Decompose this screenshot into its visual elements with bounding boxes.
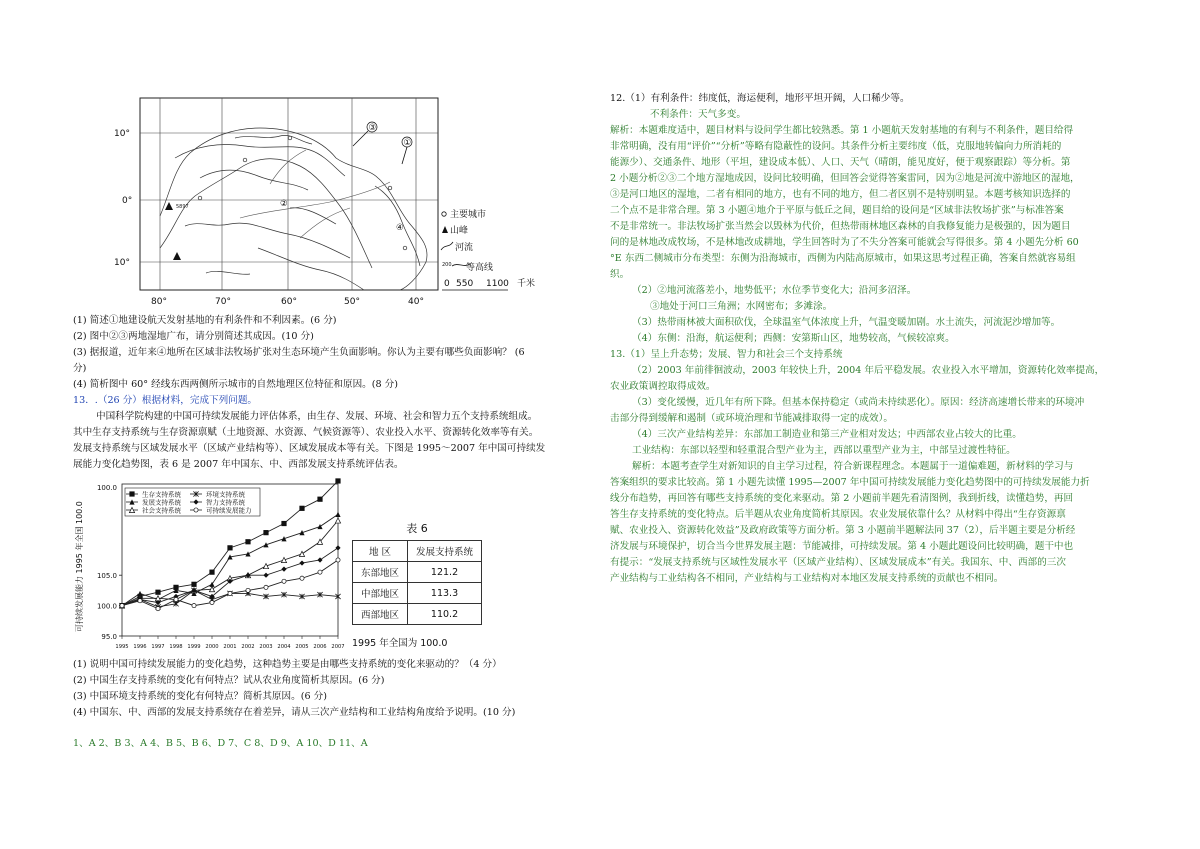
legend-label: 社会支持系统 — [142, 506, 181, 515]
q13-heading: 13．.（26 分）根据材料，完成下列问题。 — [73, 395, 258, 406]
table-row — [353, 562, 482, 583]
callout-4: ④ — [396, 223, 404, 233]
data-point — [228, 591, 232, 595]
a12-exp-2: 非常明确，没有用“评价”“分析”等略有隐蔽性的设问。其条件分析主要纬度（低，克服地转偏向力所消耗的 — [610, 141, 1062, 152]
x-tick-label: 1995 — [115, 644, 129, 650]
data-point — [246, 588, 250, 592]
a13-exp-8: 产业结构与工业结构各不相同，产业结构与工业结构对本地区发展支持系统的贡献也不相同。 — [610, 573, 1004, 584]
x-tick-label: 1997 — [151, 644, 165, 650]
q12-sub-2: (2) 图中②③两地湿地广布，请分别简述其成因。(10 分) — [73, 331, 314, 342]
q12-sub-3: (3) 据报道，近年来④地所在区域非法牧场扩张对生态环境产生负面影响。你认为主要有哪些负面影响？ (6 — [73, 347, 525, 358]
a12-4: （4）东侧：沿海，航运便利；西侧：安第斯山区，地势较高，气候较凉爽。 — [632, 333, 955, 344]
peak-label: 5897 — [176, 204, 189, 210]
data-point — [210, 600, 214, 604]
x-tick-label: 2005 — [295, 644, 309, 650]
svg-text:50°: 50° — [344, 297, 360, 307]
q13-sub-1: (1) 说明中国可持续发展能力的变化趋势，这种趋势主要是由哪些支持系统的变化来驱动的？（4 分） — [73, 659, 502, 670]
table-header-cell: 发展支持系统 — [408, 541, 482, 562]
svg-text:主要城市: 主要城市 — [450, 210, 487, 220]
data-point — [281, 557, 286, 562]
legend-marker — [129, 491, 134, 496]
table-6-grid — [352, 540, 482, 625]
answer-key-line: 1、A 2、B 3、A 4、B 5、B 6、D 7、C 8、D 9、A 10、D 11、A — [73, 738, 368, 749]
legend-label: 环境支持系统 — [206, 490, 245, 499]
x-tick-label: 2006 — [313, 644, 327, 650]
svg-text:10°: 10° — [114, 258, 130, 268]
data-point — [336, 558, 340, 562]
data-point — [120, 604, 124, 608]
data-point — [281, 536, 286, 541]
table-cell: 东部地区 — [353, 562, 408, 583]
a12-exp-1: 解析：本题难度适中，题目材料与设问学生都比较熟悉。第 1 小题航天发射基地的有利与不利条件，题目给得 — [610, 125, 1074, 136]
data-point — [318, 570, 322, 574]
svg-text:550: 550 — [456, 279, 474, 289]
a13-4: （4）三次产业结构差异：东部加工制造业和第三产业相对发达；中西部农业占较大的比重。 — [632, 429, 1022, 440]
svg-text:千米: 千米 — [517, 279, 536, 289]
city-icon — [442, 212, 446, 216]
callout-1: ① — [403, 138, 412, 148]
data-point — [263, 542, 268, 547]
a12-1-favorable: 12.（1）有利条件：纬度低，海运便利，地形平坦开阔，人口稀少等。 — [610, 93, 910, 104]
a13-4-cont: 工业结构：东部以轻型和轻重混合型产业为主，西部以重型产业为主，中部呈过渡性特征。 — [632, 445, 1016, 456]
table-6-note: 1995 年全国为 100.0 — [352, 638, 448, 649]
callout-3: ③ — [368, 123, 377, 133]
svg-text:80°: 80° — [151, 297, 167, 307]
a12-1-unfavorable: 不利条件：天气多变。 — [650, 109, 746, 120]
legend-label: 生存支持系统 — [142, 490, 181, 499]
a12-exp-10: 织。 — [610, 269, 630, 280]
data-point — [138, 599, 142, 603]
q13-sub-3: (3) 中国环境支持系统的变化有何特点？简析其原因。(6 分) — [73, 691, 327, 702]
a13-2-cont: 农业政策调控取得成效。 — [610, 381, 716, 392]
data-point — [281, 521, 286, 526]
a12-3: （3）热带雨林被大面积砍伐，全球温室气体浓度上升，气温变暖加剧。水土流失，河流泥沙增加等。 — [632, 317, 1061, 328]
data-point — [299, 560, 304, 565]
q13-sub-4: (4) 中国东、中、西部的发展支持系统存在着差异，请从三次产业结构和工业结构角度给予说明。(10 分) — [73, 707, 516, 718]
a12-exp-7: 不是非常统一。非法牧场扩张当然会以毁林为代价，但热带雨林地区森林的自我修复能力是极强的，因为题目 — [610, 221, 1071, 232]
table-6 — [352, 520, 482, 649]
legend-marker — [194, 508, 198, 512]
svg-text:1100: 1100 — [486, 279, 509, 289]
a13-exp-4: 答生存支持系统的变化特点。后半题从农业角度简析其原因。农业发展依靠什么？从材料中得出“生存资源禀 — [610, 509, 1066, 520]
svg-text:200: 200 — [442, 262, 452, 268]
data-point — [264, 585, 268, 589]
series-line — [122, 560, 338, 609]
x-tick-label: 2004 — [277, 644, 291, 650]
data-point — [263, 563, 268, 568]
a13-1: 13.（1）呈上升态势；发展、智力和社会三个支持系统 — [610, 349, 843, 360]
y-tick-label: 105.0 — [96, 572, 117, 581]
data-point — [317, 497, 322, 502]
data-point — [192, 604, 196, 608]
data-point — [299, 551, 304, 556]
q13-intro-3: 发展支持系统与区域发展水平（区域产业结构等）、区域发展成本等有关。下图是 1995～2007 年中国可持续发 — [73, 443, 546, 454]
svg-text:等高线: 等高线 — [466, 263, 494, 273]
a13-exp-6: 济发展与环境保护，切合当今世界发展主题：节能减排，可持续发展。第 4 小题此题设问比较明确，题干中也 — [610, 541, 1074, 552]
data-point — [174, 597, 178, 601]
svg-text:河流: 河流 — [455, 243, 474, 253]
x-tick-label: 2000 — [205, 644, 219, 650]
a12-exp-6: 二个点不是非常合理。第 3 小题④地介于平原与低丘之间，题目给的设问是“区域非法牧场扩张”与标准答案 — [610, 205, 1064, 216]
q13-sub-2: (2) 中国生存支持系统的变化有何特点？试从农业角度简析其原因。(6 分) — [73, 675, 385, 686]
data-point — [263, 573, 268, 578]
q13-intro-2: 其中生存支持系统与生存资源禀赋（土地资源、水资源、气候资源等）、农业投入水平、资源转化效率等有关。 — [73, 427, 539, 438]
svg-text:山峰: 山峰 — [450, 226, 469, 236]
table-cell: 西部地区 — [353, 604, 408, 625]
a13-exp-1: 解析：本题考查学生对新知识的自主学习过程，符合新课程理念。本题属于一道偏难题，新材料的学习与 — [632, 461, 1074, 472]
q13-intro-1: 中国科学院构建的中国可持续发展能力评估体系，由生存、发展、环境、社会和智力五个支持系统组成。 — [96, 411, 538, 422]
a12-exp-4: 2 小题分析②③二个地方湿地成因，设问比较明确，但回答会觉得答案雷同，因为②地是河流中游地区的湿地， — [610, 173, 1080, 184]
a12-2-cont: ③地处于河口三角洲；水网密布；多滩涂。 — [650, 301, 833, 312]
a12-exp-5: ③是河口地区的湿地，二者有相同的地方，也有不同的地方，但二者区别不是特别明显。本题考核知识选择的 — [610, 189, 1071, 200]
q12-sub-4: (4) 简析图中 60° 经线东西两侧所示城市的自然地理区位特征和原因。(8 分) — [73, 379, 399, 390]
a13-exp-5: 赋、农业投入、资源转化效益”及政府政策等方面分析。第 3 小题前半题解法同 37（2），后半题主要是分析经 — [610, 525, 1076, 536]
data-point — [227, 545, 232, 550]
table-cell: 121.2 — [408, 562, 482, 583]
a13-exp-2: 答案组织的要求比较高。第 1 小题先读懂 1995—2007 年中国可持续发展能力变化趋势图中的可持续发展能力折 — [610, 477, 1090, 488]
a12-exp-9: °E 东西二侧城市分布类型：东侧为沿海城市，西侧为内陆高原城市，如果这思考过程正确，答案自然就容易组 — [610, 253, 1076, 264]
a13-3: （3）变化缓慢，近几年有所下降。但基本保持稳定（或尚未持续恶化）。原因：经济高速增长带来的环境冲 — [632, 397, 1085, 408]
svg-text:60°: 60° — [281, 297, 297, 307]
x-tick-label: 2002 — [241, 644, 255, 650]
a13-3-cont: 击部分得到缓解和遏制（或环境治理和节能减排取得一定的成效）。 — [610, 413, 894, 424]
data-point — [317, 524, 322, 529]
callout-2: ② — [280, 199, 288, 209]
x-tick-label: 1996 — [133, 644, 147, 650]
y-top-label: 100.0 — [96, 484, 117, 492]
x-tick-label: 2003 — [259, 644, 273, 650]
a13-exp-7: 有提示：“发展支持系统与区域性发展水平（区域产业结构）、区域发展成本”有关。我国东、中、西部的三次 — [610, 557, 1066, 568]
table-header-cell: 地 区 — [353, 541, 408, 562]
data-point — [156, 607, 160, 611]
table-row — [353, 604, 482, 625]
data-point — [282, 579, 286, 583]
data-point — [335, 518, 340, 523]
q13-intro-4: 展能力变化趋势图，表 6 是 2007 年中国东、中、西部发展支持系统评估表。 — [73, 459, 404, 470]
a13-exp-3: 线分布趋势，再回答有哪些支持系统的变化来驱动。第 2 小题前半题先看清图例，我到折线，读懂趋势，再回 — [610, 493, 1074, 504]
a12-exp-8: 问的是林地改成牧场，不是林地改成耕地，学生回答时为了不失分答案可能就会写得很多。第 4 小题先分析 60 — [610, 237, 1079, 248]
data-point — [335, 478, 340, 483]
table-6-title: 表 6 — [406, 522, 428, 535]
y-tick-label: 100.0 — [96, 602, 117, 611]
data-point — [191, 582, 196, 587]
x-tick-label: 2007 — [331, 644, 345, 650]
q12-sub-1: (1) 简述①地建设航天发射基地的有利条件和不利因素。(6 分) — [73, 315, 337, 326]
svg-text:10°: 10° — [114, 129, 130, 139]
table-row — [353, 583, 482, 604]
table-cell: 中部地区 — [353, 583, 408, 604]
data-point — [155, 590, 160, 595]
data-point — [317, 557, 322, 562]
svg-text:70°: 70° — [215, 297, 231, 307]
data-point — [245, 539, 250, 544]
data-point — [299, 506, 304, 511]
map-legend — [441, 208, 535, 290]
south-america-map — [114, 98, 640, 313]
a12-2: （2）②地河流落差小，地势低平；水位季节变化大；沿河多沼泽。 — [632, 285, 917, 296]
q12-sub-3-cont: 分) — [73, 363, 87, 374]
table-cell: 110.2 — [408, 604, 482, 625]
a13-2: （2）2003 年前徘徊波动，2003 年较快上升，2004 年后平稳发展。农业投入水平增加，资源转化效率提高， — [632, 365, 1105, 376]
legend-label: 智力支持系统 — [206, 498, 245, 507]
table-cell: 113.3 — [408, 583, 482, 604]
data-point — [209, 570, 214, 575]
x-tick-label: 1999 — [187, 644, 201, 650]
data-point — [335, 545, 340, 550]
data-point — [300, 576, 304, 580]
legend-label: 发展支持系统 — [142, 498, 181, 507]
x-tick-label: 1998 — [169, 644, 183, 650]
x-tick-label: 2001 — [223, 644, 237, 650]
river-icon — [441, 242, 453, 250]
data-point — [335, 512, 340, 517]
data-point — [263, 530, 268, 535]
svg-text:40°: 40° — [408, 297, 424, 307]
peak-icon — [442, 226, 448, 233]
svg-text:0°: 0° — [122, 196, 133, 206]
y-axis-label: 可持续发展能力 1995 年全国 100.0 — [75, 501, 84, 632]
data-point — [299, 530, 304, 535]
sustainability-trend-chart — [70, 478, 345, 653]
svg-text:0: 0 — [444, 279, 450, 289]
y-tick-label: 95.0 — [101, 633, 117, 641]
table-header-row — [353, 541, 482, 562]
data-point — [281, 567, 286, 572]
a12-exp-3: 能源少）、交通条件、地形（平坦，建设成本低）、人口、天气（晴朗，能见度好，便于观察跟踪）等分析。第 — [610, 157, 1071, 168]
legend-label: 可持续发展能力 — [206, 506, 252, 515]
